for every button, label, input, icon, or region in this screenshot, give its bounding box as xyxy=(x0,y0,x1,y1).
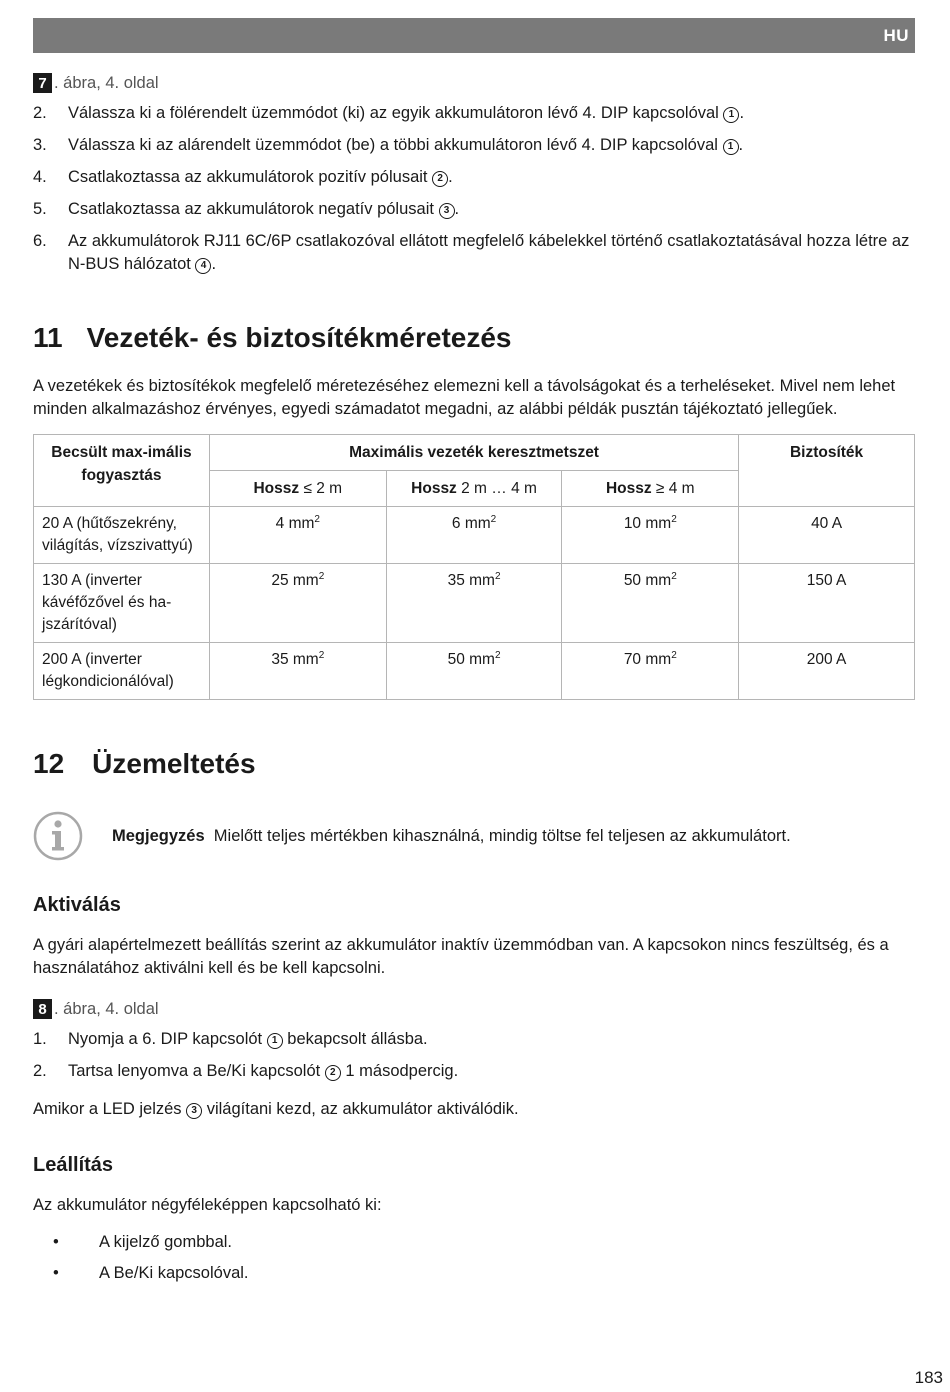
text-run: világítani kezd, az akkumulátor aktiválódik. xyxy=(202,1100,519,1118)
step-text xyxy=(68,198,459,221)
step-text xyxy=(68,1060,458,1083)
step-text-end: 1 másodpercig. xyxy=(340,1062,459,1080)
step-text-end: . xyxy=(738,136,744,154)
step-text-main: Válassza ki a fölérendelt üzemmódot (ki) az egyik akkumulátoron lévő 4. DIP kapcsolóval xyxy=(68,104,724,122)
section-title: Üzemeltetés xyxy=(92,748,256,779)
callout-number: 2 xyxy=(432,171,448,187)
cell-value: 6 mm xyxy=(451,515,491,532)
bullet-icon: • xyxy=(53,1233,59,1251)
cell-value: 4 mm xyxy=(275,515,315,532)
bullet-text: A Be/Ki kapcsolóval. xyxy=(99,1264,249,1282)
step-text xyxy=(68,230,915,276)
paragraph xyxy=(33,1098,915,1121)
table-subheader xyxy=(209,471,386,507)
subheader-range: 2 m … 4 m xyxy=(456,480,537,497)
paragraph: Az akkumulátor négyféleképpen kapcsolható ki: xyxy=(33,1196,382,1214)
step-number: 2. xyxy=(33,1062,47,1080)
info-icon xyxy=(33,811,83,861)
step-number: 4. xyxy=(33,168,47,186)
callout-number: 4 xyxy=(195,258,211,274)
subsection-heading: Leállítás xyxy=(33,1154,114,1176)
list-item xyxy=(33,230,915,276)
step-number: 1. xyxy=(33,1030,47,1048)
unit-exponent: 2 xyxy=(494,570,501,582)
figure-number: 8 xyxy=(33,999,52,1019)
callout-number: 2 xyxy=(325,1065,341,1081)
section-number: 11 xyxy=(33,322,63,353)
steps-list xyxy=(33,1028,915,1083)
bullet-text: A kijelző gombbal. xyxy=(99,1233,232,1251)
table-header-cross-section: Maximális vezeték keresztmetszet xyxy=(209,435,738,471)
step-text-end: . xyxy=(211,255,217,273)
section-heading xyxy=(33,322,915,353)
table-header-consumption: Becsült max-imális fogyasztás xyxy=(34,435,210,507)
subheader-label: Hossz xyxy=(411,480,457,497)
cell-value: 70 mm xyxy=(623,651,672,668)
fuse-cell: 40 A xyxy=(739,507,915,564)
step-text-main: Tartsa lenyomva a Be/Ki kapcsolót xyxy=(68,1062,325,1080)
consumption-cell: 200 A (inverter légkondicionálóval) xyxy=(34,643,210,700)
cross-section-cell xyxy=(209,507,386,564)
cell-value: 25 mm xyxy=(271,572,319,589)
step-text-end: bekapcsolt állásba. xyxy=(282,1030,428,1048)
callout-number: 1 xyxy=(723,107,739,123)
subheader-range: ≥ 4 m xyxy=(651,480,695,497)
consumption-cell: 130 A (inverter kávéfőzővel és ha-jszárítóval) xyxy=(34,564,210,643)
step-number: 5. xyxy=(33,200,47,218)
page-number: 183 xyxy=(914,1368,943,1387)
subheader-label: Hossz xyxy=(253,480,300,497)
text-run: Amikor a LED jelzés xyxy=(33,1100,187,1118)
list-item xyxy=(33,198,915,221)
step-text-main: Az akkumulátorok RJ11 6C/6P csatlakozóval ellátott megfelelő kábelekkel történő csatlakoztatásával hozza létre az N-BUS hálózatot xyxy=(68,232,910,273)
page-content xyxy=(33,70,915,1293)
list-item xyxy=(33,102,915,125)
cell-value: 35 mm xyxy=(271,651,319,668)
figure-reference-text: . ábra, 4. oldal xyxy=(54,73,159,92)
note-text xyxy=(112,825,791,848)
table-row xyxy=(34,564,915,643)
unit-exponent: 2 xyxy=(490,513,497,525)
section-title: Vezeték- és biztosítékméretezés xyxy=(86,322,512,353)
step-number: 3. xyxy=(33,136,47,154)
note-body: Mielőtt teljes mértékben kihasználná, mindig töltse fel teljesen az akkumulátort. xyxy=(213,826,791,845)
note-box xyxy=(33,811,915,861)
unit-exponent: 2 xyxy=(671,513,677,525)
cross-section-cell xyxy=(386,564,562,643)
step-text-main: Csatlakoztassa az akkumulátorok pozitív pólusait xyxy=(68,168,433,186)
table-subheader xyxy=(562,471,739,507)
figure-number: 7 xyxy=(33,73,52,93)
header-bar xyxy=(33,18,915,53)
note-label: Megjegyzés xyxy=(112,826,205,845)
step-text-end: . xyxy=(448,168,453,186)
language-label: HU xyxy=(883,26,909,45)
cell-value: 50 mm xyxy=(623,572,672,589)
cell-value: 50 mm xyxy=(447,651,495,668)
section-intro: A vezetékek és biztosítékok megfelelő méretezéséhez elemezni kell a távolságokat és a terheléseket. Mivel nem lehet minden alkalmazáshoz érvényes, egyedi számadatot megadni, az alábbi példák pusztán tájékoztató jellegűek. xyxy=(33,377,896,418)
step-number: 6. xyxy=(33,232,47,250)
cell-value: 35 mm xyxy=(447,572,495,589)
cross-section-cell xyxy=(209,643,386,700)
steps-list xyxy=(33,102,915,276)
step-text-main: Válassza ki az alárendelt üzemmódot (be) a többi akkumulátoron lévő 4. DIP kapcsolóval xyxy=(68,136,723,154)
list-item xyxy=(33,1231,915,1254)
bullet-list xyxy=(33,1231,915,1285)
subsection-heading: Aktiválás xyxy=(33,894,121,916)
cross-section-cell xyxy=(562,564,739,643)
fuse-cell: 150 A xyxy=(739,564,915,643)
unit-exponent: 2 xyxy=(318,649,325,661)
bullet-icon: • xyxy=(53,1264,59,1282)
step-text-end: . xyxy=(454,200,460,218)
step-text xyxy=(68,1028,428,1051)
cross-section-cell xyxy=(562,507,739,564)
unit-exponent: 2 xyxy=(671,649,677,661)
list-item xyxy=(33,166,915,189)
cross-section-cell xyxy=(386,507,562,564)
cross-section-cell xyxy=(209,564,386,643)
cell-value: 10 mm xyxy=(623,515,672,532)
section-heading xyxy=(33,748,915,779)
list-item xyxy=(33,1060,915,1083)
list-item xyxy=(33,1028,915,1051)
callout-number: 3 xyxy=(186,1103,202,1119)
cross-section-cell xyxy=(562,643,739,700)
fuse-cell: 200 A xyxy=(739,643,915,700)
unit-exponent: 2 xyxy=(671,570,677,582)
figure-reference-text: . ábra, 4. oldal xyxy=(54,999,159,1018)
callout-number: 1 xyxy=(267,1033,283,1049)
figure-reference xyxy=(33,996,915,1022)
step-text-main: Nyomja a 6. DIP kapcsolót xyxy=(68,1030,267,1048)
list-item xyxy=(33,1262,915,1285)
paragraph: A gyári alapértelmezett beállítás szerint az akkumulátor inaktív üzemmódban van. A kapcsokon nincs feszültség, és a használatához aktiválni kell és be kell kapcsolni. xyxy=(33,936,889,977)
step-text xyxy=(68,166,453,189)
table-header-fuse: Biztosíték xyxy=(739,435,915,507)
cross-section-cell xyxy=(386,643,562,700)
step-number: 2. xyxy=(33,104,47,122)
step-text-end: . xyxy=(739,104,745,122)
cable-fuse-table xyxy=(33,434,915,700)
figure-reference xyxy=(33,70,915,96)
step-text xyxy=(68,102,744,125)
subheader-label: Hossz xyxy=(605,480,652,497)
step-text-main: Csatlakoztassa az akkumulátorok negatív pólusait xyxy=(68,200,439,218)
subheader-range: ≤ 2 m xyxy=(299,480,343,497)
unit-exponent: 2 xyxy=(494,649,501,661)
table-row xyxy=(34,643,915,700)
unit-exponent: 2 xyxy=(318,570,325,582)
section-number: 12 xyxy=(33,748,65,779)
unit-exponent: 2 xyxy=(314,513,320,525)
table-row xyxy=(34,507,915,564)
callout-number: 3 xyxy=(439,203,455,219)
consumption-cell: 20 A (hűtőszekrény, világítás, vízszivattyú) xyxy=(34,507,210,564)
table-subheader xyxy=(386,471,562,507)
callout-number: 1 xyxy=(723,139,739,155)
step-text xyxy=(68,134,743,157)
list-item xyxy=(33,134,915,157)
